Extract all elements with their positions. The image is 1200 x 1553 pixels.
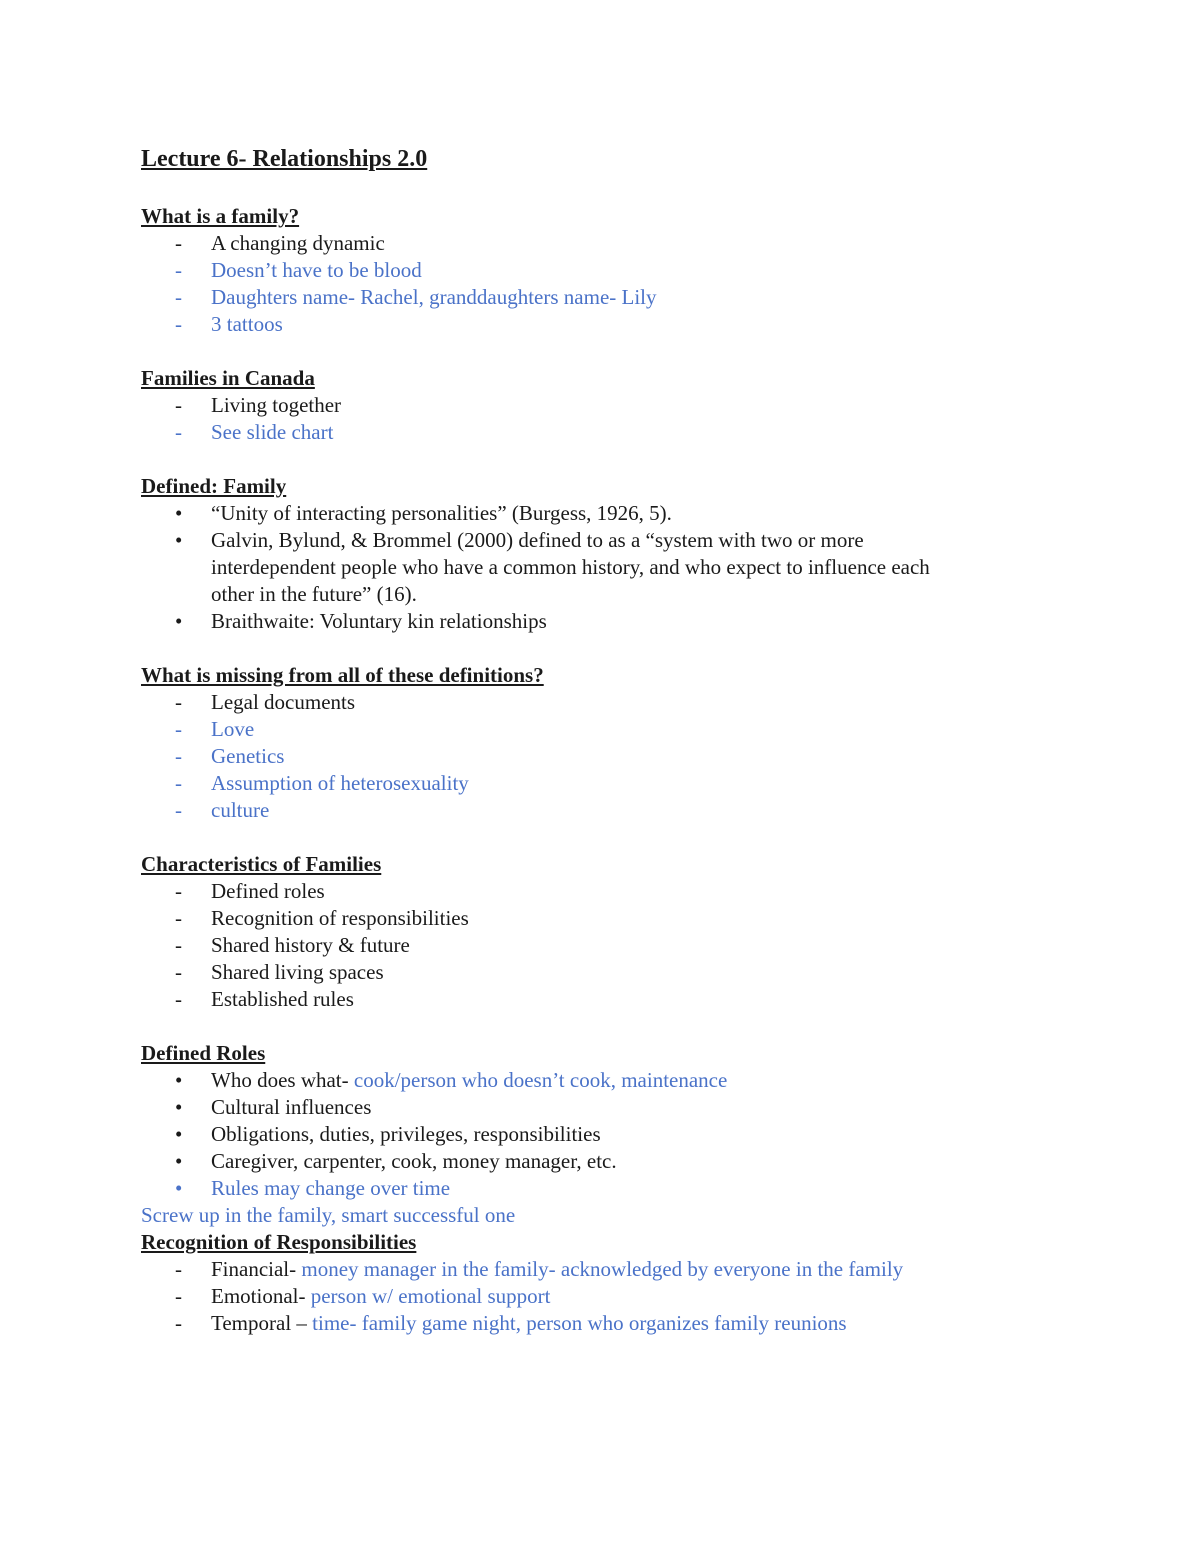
- list-item: [141, 1148, 1041, 1175]
- dash-marker: -: [175, 285, 182, 309]
- bullet-marker: •: [175, 528, 183, 552]
- bullet-marker: •: [175, 1068, 183, 1092]
- item-text: Obligations, duties, privileges, responsibilities: [211, 1122, 601, 1146]
- spacer: [141, 824, 1041, 851]
- trailing-note: Screw up in the family, smart successful one: [141, 1203, 516, 1227]
- item-text: Assumption of heterosexuality: [211, 771, 469, 795]
- list-missing: [141, 689, 1041, 824]
- bullet-marker: •: [175, 1095, 183, 1119]
- list-item: [141, 932, 1041, 959]
- item-text: Living together: [211, 393, 342, 417]
- item-text: Emotional-: [211, 1284, 311, 1308]
- list-defined-roles: [141, 1067, 1041, 1202]
- item-text: Who does what-: [211, 1068, 354, 1092]
- dash-marker: -: [175, 906, 182, 930]
- bullet-marker: •: [175, 501, 183, 525]
- dash-marker: -: [175, 879, 182, 903]
- document-content: [141, 140, 1041, 1337]
- item-text: Recognition of responsibilities: [211, 906, 469, 930]
- heading-what-is-family: What is a family?: [141, 204, 300, 228]
- item-text: Genetics: [211, 744, 285, 768]
- item-text: 3 tattoos: [211, 312, 283, 336]
- list-recognition: [141, 1256, 1041, 1337]
- dash-marker: -: [175, 744, 182, 768]
- dash-marker: -: [175, 312, 182, 336]
- list-item: [141, 743, 1041, 770]
- item-text: Legal documents: [211, 690, 356, 714]
- item-text: Braithwaite: Voluntary kin relationships: [211, 609, 547, 633]
- dash-marker: -: [175, 393, 182, 417]
- item-text: See slide chart: [211, 420, 334, 444]
- list-item: [141, 689, 1041, 716]
- spacer: [141, 338, 1041, 365]
- list-item: [141, 1256, 1041, 1283]
- heading-defined-family: Defined: Family: [141, 474, 287, 498]
- list-item: [141, 905, 1041, 932]
- heading-defined-roles: Defined Roles: [141, 1041, 266, 1065]
- list-item: [141, 878, 1041, 905]
- list-item: [141, 1283, 1041, 1310]
- item-annotation: money manager in the family- acknowledged by everyone in the family: [301, 1257, 904, 1281]
- dash-marker: -: [175, 987, 182, 1011]
- dash-marker: -: [175, 798, 182, 822]
- list-item: [141, 500, 1041, 527]
- list-item: [141, 284, 1041, 311]
- item-text: Shared living spaces: [211, 960, 384, 984]
- dash-marker: -: [175, 1311, 182, 1335]
- item-text-line: interdependent people who have a common history, and who expect to influence each: [211, 555, 930, 579]
- list-item: [141, 959, 1041, 986]
- item-text: Daughters name- Rachel, granddaughters name- Lily: [211, 285, 657, 309]
- list-item: [141, 770, 1041, 797]
- item-text: culture: [211, 798, 270, 822]
- list-item: [141, 608, 1041, 635]
- item-text: Rules may change over time: [211, 1176, 451, 1200]
- dash-marker: -: [175, 1284, 182, 1308]
- item-text: A changing dynamic: [211, 231, 385, 255]
- item-annotation: person w/ emotional support: [310, 1284, 551, 1308]
- item-annotation: time- family game night, person who organizes family reunions: [312, 1311, 847, 1335]
- spacer: [141, 1013, 1041, 1040]
- dash-marker: -: [175, 690, 182, 714]
- dash-marker: -: [175, 933, 182, 957]
- bullet-marker: •: [175, 609, 183, 633]
- list-what-is-family: [141, 230, 1041, 338]
- list-item: [141, 1310, 1041, 1337]
- item-text: Defined roles: [211, 879, 325, 903]
- item-text-line: other in the future” (16).: [211, 582, 417, 606]
- item-text: Caregiver, carpenter, cook, money manager, etc.: [211, 1149, 617, 1173]
- list-item: [141, 392, 1041, 419]
- heading-missing-definitions: What is missing from all of these definitions?: [141, 663, 544, 687]
- page-title: Lecture 6- Relationships 2.0: [141, 146, 428, 172]
- list-families-canada: [141, 392, 1041, 446]
- item-text-line: Galvin, Bylund, & Brommel (2000) defined to as a “system with two or more: [211, 528, 864, 552]
- heading-recognition: Recognition of Responsibilities: [141, 1230, 417, 1254]
- bullet-marker: •: [175, 1122, 183, 1146]
- item-text: Established rules: [211, 987, 354, 1011]
- list-item: [141, 716, 1041, 743]
- item-annotation: cook/person who doesn’t cook, maintenance: [353, 1068, 728, 1092]
- bullet-marker: •: [175, 1176, 183, 1200]
- dash-marker: -: [175, 960, 182, 984]
- list-item: [141, 986, 1041, 1013]
- dash-marker: -: [175, 231, 182, 255]
- list-item: [141, 1175, 1041, 1202]
- list-defined-family: [141, 500, 1041, 635]
- item-text: Love: [211, 717, 255, 741]
- list-item: [141, 527, 1041, 608]
- spacer: [141, 635, 1041, 662]
- list-item: [141, 797, 1041, 824]
- bullet-marker: •: [175, 1149, 183, 1173]
- dash-marker: -: [175, 420, 182, 444]
- dash-marker: -: [175, 258, 182, 282]
- list-item: [141, 1121, 1041, 1148]
- item-text: Cultural influences: [211, 1095, 372, 1119]
- item-text: Financial-: [211, 1257, 302, 1281]
- dash-marker: -: [175, 717, 182, 741]
- list-characteristics: [141, 878, 1041, 1013]
- spacer: [141, 446, 1041, 473]
- item-text: Doesn’t have to be blood: [211, 258, 422, 282]
- item-text: “Unity of interacting personalities” (Burgess, 1926, 5).: [211, 501, 672, 525]
- list-item: [141, 311, 1041, 338]
- list-item: [141, 257, 1041, 284]
- list-item: [141, 230, 1041, 257]
- item-text: Temporal –: [211, 1311, 313, 1335]
- list-item: [141, 419, 1041, 446]
- heading-families-canada: Families in Canada: [141, 366, 315, 390]
- list-item: [141, 1067, 1041, 1094]
- dash-marker: -: [175, 1257, 182, 1281]
- heading-characteristics: Characteristics of Families: [141, 852, 382, 876]
- item-text: Shared history & future: [211, 933, 410, 957]
- list-item: [141, 1094, 1041, 1121]
- dash-marker: -: [175, 771, 182, 795]
